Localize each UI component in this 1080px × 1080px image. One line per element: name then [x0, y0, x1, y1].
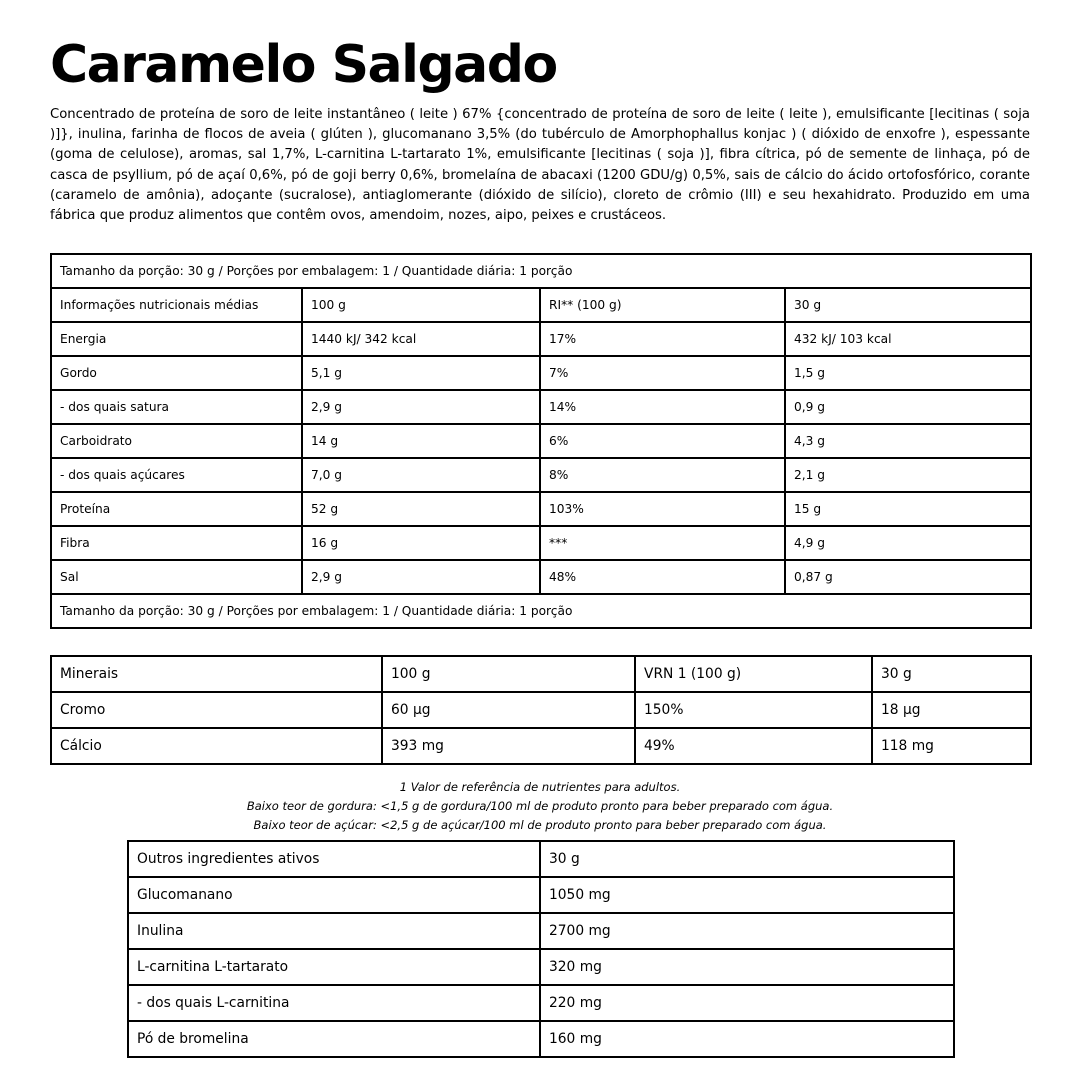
table-row — [51, 356, 1031, 390]
table-cell: 432 kJ/ 103 kcal — [785, 322, 1031, 356]
table-row — [51, 526, 1031, 560]
table-cell: 0,87 g — [785, 560, 1031, 594]
table-row — [51, 424, 1031, 458]
footnote-low-sugar: Baixo teor de açúcar: <2,5 g de açúcar/100 ml de produto pronto para beber preparado com água. — [253, 818, 827, 832]
table-cell: 150% — [635, 692, 872, 728]
serving-info-bottom: Tamanho da porção: 30 g / Porções por embalagem: 1 / Quantidade diária: 1 porção — [51, 594, 1031, 628]
serving-info-top: Tamanho da porção: 30 g / Porções por embalagem: 1 / Quantidade diária: 1 porção — [51, 254, 1031, 288]
table-row — [51, 492, 1031, 526]
table-cell: 7,0 g — [302, 458, 540, 492]
table-cell: 52 g — [302, 492, 540, 526]
serving-info-row — [51, 594, 1031, 628]
table-cell: Cromo — [51, 692, 382, 728]
table-cell: 7% — [540, 356, 785, 390]
table-cell: 4,9 g — [785, 526, 1031, 560]
table-row — [51, 390, 1031, 424]
table-cell: RI** (100 g) — [540, 288, 785, 322]
table-cell: VRN 1 (100 g) — [635, 656, 872, 692]
table-cell: Glucomanano — [128, 877, 540, 913]
table-cell: 4,3 g — [785, 424, 1031, 458]
table-cell: 30 g — [785, 288, 1031, 322]
table-cell: 6% — [540, 424, 785, 458]
table-cell: 30 g — [872, 656, 1031, 692]
active-header-row — [128, 841, 954, 877]
table-cell: 2700 mg — [540, 913, 954, 949]
minerals-header-row — [51, 656, 1031, 692]
table-cell: 1,5 g — [785, 356, 1031, 390]
table-cell: - dos quais satura — [51, 390, 302, 424]
table-cell: 14% — [540, 390, 785, 424]
table-cell: 15 g — [785, 492, 1031, 526]
table-cell: 100 g — [302, 288, 540, 322]
table-cell: 1050 mg — [540, 877, 954, 913]
table-cell: 8% — [540, 458, 785, 492]
table-row — [128, 913, 954, 949]
table-cell: 100 g — [382, 656, 635, 692]
active-ingredients-table — [127, 840, 955, 1058]
table-cell: 160 mg — [540, 1021, 954, 1057]
table-cell: Proteína — [51, 492, 302, 526]
table-cell: 16 g — [302, 526, 540, 560]
nutrition-table — [50, 253, 1032, 629]
table-cell: 393 mg — [382, 728, 635, 764]
minerals-table — [50, 655, 1032, 765]
table-cell: Pó de bromelina — [128, 1021, 540, 1057]
table-cell: 2,9 g — [302, 560, 540, 594]
table-cell: 60 µg — [382, 692, 635, 728]
table-cell: Sal — [51, 560, 302, 594]
table-cell: 2,1 g — [785, 458, 1031, 492]
table-row — [51, 322, 1031, 356]
footnotes — [0, 778, 1080, 835]
table-cell: Minerais — [51, 656, 382, 692]
table-cell: 320 mg — [540, 949, 954, 985]
footnote-nrv: 1 Valor de referência de nutrientes para adultos. — [399, 780, 681, 794]
table-cell: 2,9 g — [302, 390, 540, 424]
table-cell: 17% — [540, 322, 785, 356]
table-cell: 0,9 g — [785, 390, 1031, 424]
table-cell: Fibra — [51, 526, 302, 560]
table-cell: 14 g — [302, 424, 540, 458]
table-cell: Inulina — [128, 913, 540, 949]
table-row — [128, 985, 954, 1021]
table-row — [128, 877, 954, 913]
table-row — [51, 692, 1031, 728]
table-cell: 1440 kJ/ 342 kcal — [302, 322, 540, 356]
table-cell: - dos quais açúcares — [51, 458, 302, 492]
table-cell: 48% — [540, 560, 785, 594]
table-cell: Energia — [51, 322, 302, 356]
nutrition-header-row — [51, 288, 1031, 322]
table-cell: 30 g — [540, 841, 954, 877]
table-cell: Informações nutricionais médias — [51, 288, 302, 322]
table-cell: 103% — [540, 492, 785, 526]
table-row — [51, 728, 1031, 764]
table-cell: Gordo — [51, 356, 302, 390]
table-cell: 49% — [635, 728, 872, 764]
ingredients-text: Concentrado de proteína de soro de leite instantâneo ( leite ) 67% {concentrado de proteína de soro de leite ( leite ), emulsificante [lecitinas ( soja )]}, inulina, farinha de flocos de aveia ( glúten ), glucomanano 3,5% (do tubérculo de Amorphophallus konjac ) ( dióxido de enxofre ), espessante (goma de celulose), aromas, sal 1,7%, L-carnitina L-tartarato 1%, emulsificante [lecitinas ( soja )], fibra cítrica, pó de semente de linhaça, pó de casca de psyllium, pó de açaí 0,6%, pó de goji berry 0,6%, bromelaína de abacaxi (1200 GDU/g) 0,5%, sais de cálcio do ácido ortofosfórico, corante (caramelo de amônia), adoçante (sucralose), antiaglomerante (dióxido de silício), cloreto de crômio (III) e seu hexahidrato. Produzido em uma fábrica que produz alimentos que contêm ovos, amendoim, nozes, aipo, peixes e crustáceos. — [50, 107, 1030, 224]
table-cell: 220 mg — [540, 985, 954, 1021]
serving-info-row — [51, 254, 1031, 288]
table-row — [128, 1021, 954, 1057]
table-cell: 118 mg — [872, 728, 1031, 764]
table-cell: L-carnitina L-tartarato — [128, 949, 540, 985]
table-cell: Outros ingredientes ativos — [128, 841, 540, 877]
table-row — [128, 949, 954, 985]
table-cell: Cálcio — [51, 728, 382, 764]
footnote-low-fat: Baixo teor de gordura: <1,5 g de gordura/100 ml de produto pronto para beber preparado com água. — [246, 799, 834, 813]
product-title: Caramelo Salgado — [50, 35, 557, 95]
table-row — [51, 458, 1031, 492]
table-row — [51, 560, 1031, 594]
table-cell: 5,1 g — [302, 356, 540, 390]
table-cell: Carboidrato — [51, 424, 302, 458]
table-cell: - dos quais L-carnitina — [128, 985, 540, 1021]
table-cell: 18 µg — [872, 692, 1031, 728]
table-cell: *** — [540, 526, 785, 560]
